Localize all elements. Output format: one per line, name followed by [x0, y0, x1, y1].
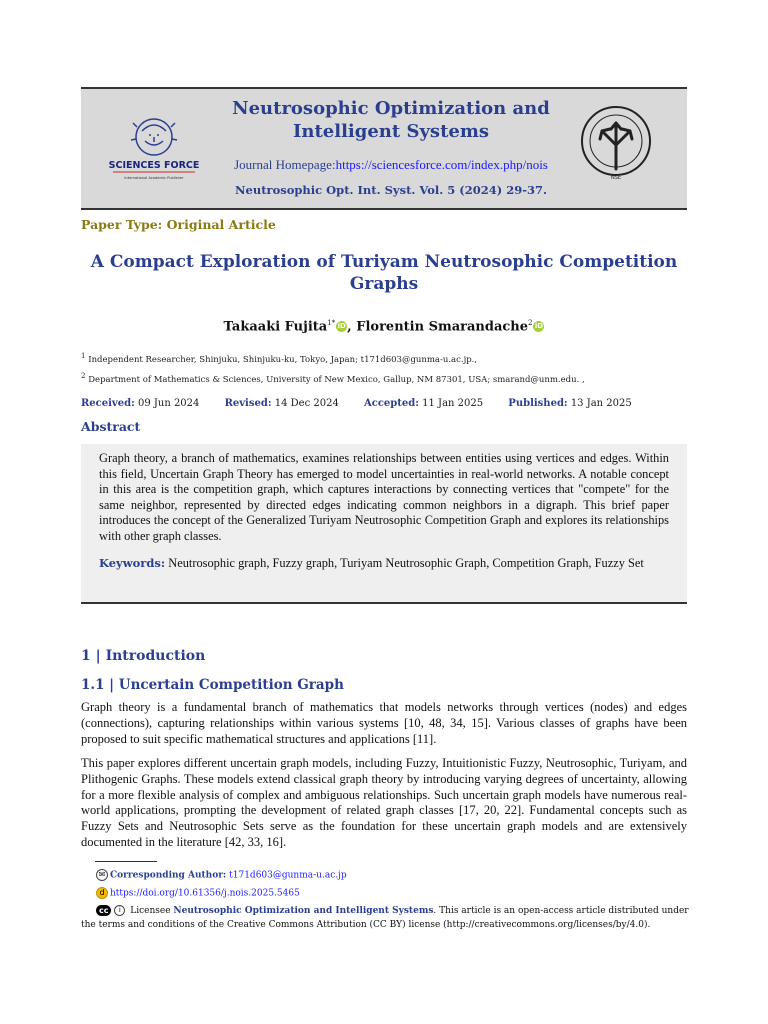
section-heading: 1 | Introduction: [81, 648, 206, 664]
attribution-icon: i: [114, 905, 125, 916]
paragraph: Graph theory is a fundamental branch of mathematics that models networks through vertices (nodes) and edges (connections), capturing relationships within various systems [10, 48, 34, 15]. Various classes of graphs have been proposed to suit specific mathematical structures and applications [11].: [81, 700, 687, 746]
homepage-label: Journal Homepage:: [234, 157, 336, 172]
paragraph: This paper explores different uncertain graph models, including Fuzzy, Intuitionistic Fuzzy, Neutrosophic, Turiyam, and Plithogenic Graphs. These models extend classical graph theory by introducing varying degrees of uncertainty, allowing for a more flexible analysis of complex and ambiguous relationships. Such uncertain graph models have numerous real-world applications, prompting the development of related graph classes [17, 20, 22]. Fundamental concepts such as Fuzzy Sets and Neutrosophic Sets serve as the foundation for these uncertain graph models and are extensively documented in the literature [42, 33, 16].: [81, 756, 687, 849]
paper-type-label: Paper Type:: [81, 217, 163, 232]
license-note-line2: the terms and conditions of the Creative Commons Attribution (CC BY) license (http://creativecommons.org/licenses/by/4.0).: [81, 920, 651, 930]
keywords-label: Keywords:: [99, 556, 166, 570]
received-value: 09 Jun 2024: [137, 398, 200, 409]
cc-license-icon: cc: [96, 905, 111, 916]
revised-date: [225, 398, 339, 409]
envelope-icon: ✉: [96, 869, 108, 881]
revised-value: 14 Dec 2024: [274, 398, 339, 409]
published-value: 13 Jan 2025: [570, 398, 632, 409]
doi-link[interactable]: https://doi.org/10.61356/j.nois.2025.5465: [110, 888, 300, 899]
license-journal-name: Neutrosophic Optimization and Intelligent Systems: [173, 906, 434, 916]
doi-note: [96, 887, 300, 899]
author-superscript: 2: [528, 319, 533, 327]
abstract-heading: Abstract: [81, 419, 141, 434]
doi-icon: d: [96, 887, 108, 899]
accepted-label: Accepted:: [364, 398, 419, 409]
author-superscript: 1*: [327, 319, 336, 327]
author-name: Takaaki Fujita: [223, 319, 328, 335]
paper-title: A Compact Exploration of Turiyam Neutrosophic Competition Graphs: [90, 252, 678, 294]
affiliation-number: 2: [81, 371, 86, 380]
keywords: [99, 556, 669, 572]
journal-citation: Neutrosophic Opt. Int. Syst. Vol. 5 (2024) 29-37.: [235, 183, 547, 197]
license-post: . This article is an open-access article distributed under: [433, 906, 689, 916]
svg-text:NSE: NSE: [610, 175, 622, 181]
sciences-force-logo: [109, 113, 199, 185]
affiliation-1: [81, 351, 477, 365]
author-separator: ,: [347, 319, 357, 335]
accepted-date: [364, 398, 483, 409]
abstract-text: Graph theory, a branch of mathematics, examines relationships between entities using vertices and edges. Within this field, Uncertain Graph Theory has emerged to model uncertainties in real-world networks. A notable concept in this area is the competition graph, which captures interactions by connecting vertices that "compete" for the same neighbor, represented by directed edges indicating common neighbors in a digraph. This brief paper introduces the concept of the Generalized Turiyam Neutrosophic Competition Graph and explores its relationships with other graph classes.: [99, 451, 669, 543]
journal-title: Neutrosophic Optimization and Intelligent Systems: [232, 98, 550, 142]
affiliation-text: Department of Mathematics & Sciences, University of New Mexico, Gallup, NM 87301, USA; smarand@unm.edu. ,: [88, 374, 585, 385]
published-date: [508, 398, 631, 409]
homepage-link[interactable]: https://sciencesforce.com/index.php/nois: [335, 157, 548, 172]
orcid-icon[interactable]: iD: [534, 322, 544, 331]
corresponding-label: Corresponding Author:: [110, 870, 227, 881]
author-list: [81, 319, 687, 334]
paper-type: [81, 217, 276, 232]
svg-text:SCIENCES FORCE: SCIENCES FORCE: [109, 160, 199, 171]
affiliation-2: [81, 371, 585, 385]
orcid-icon[interactable]: iD: [337, 322, 346, 331]
subsection-heading: 1.1 | Uncertain Competition Graph: [81, 677, 344, 693]
corresponding-author-note: [96, 869, 347, 881]
license-pre: Licensee: [130, 906, 171, 916]
affiliation-number: 1: [81, 351, 86, 360]
svg-text:International Academic Publish: International Academic Publisher: [124, 176, 184, 180]
paper-type-value: Original Article: [166, 217, 276, 232]
published-label: Published:: [508, 398, 568, 409]
affiliation-text: Independent Researcher, Shinjuku, Shinjuku-ku, Tokyo, Japan; t171d603@gunma-u.ac.jp.,: [88, 354, 478, 365]
received-date: [81, 398, 199, 409]
author-name: Florentin Smarandache: [356, 319, 529, 335]
keywords-value: Neutrosophic graph, Fuzzy graph, Turiyam Neutrosophic Graph, Competition Graph, Fuzzy Set: [168, 556, 644, 570]
journal-homepage: [181, 157, 601, 173]
revised-label: Revised:: [224, 398, 272, 409]
accepted-value: 11 Jan 2025: [422, 398, 484, 409]
journal-header: [81, 87, 687, 210]
footnote-rule: [95, 861, 157, 862]
corresponding-email-link[interactable]: t171d603@gunma-u.ac.jp: [229, 870, 347, 881]
abstract-box: [81, 444, 687, 604]
publication-dates: [81, 398, 687, 409]
neutrosophic-network-logo: [576, 103, 656, 183]
received-label: Received:: [81, 398, 135, 409]
license-note: [96, 905, 691, 916]
